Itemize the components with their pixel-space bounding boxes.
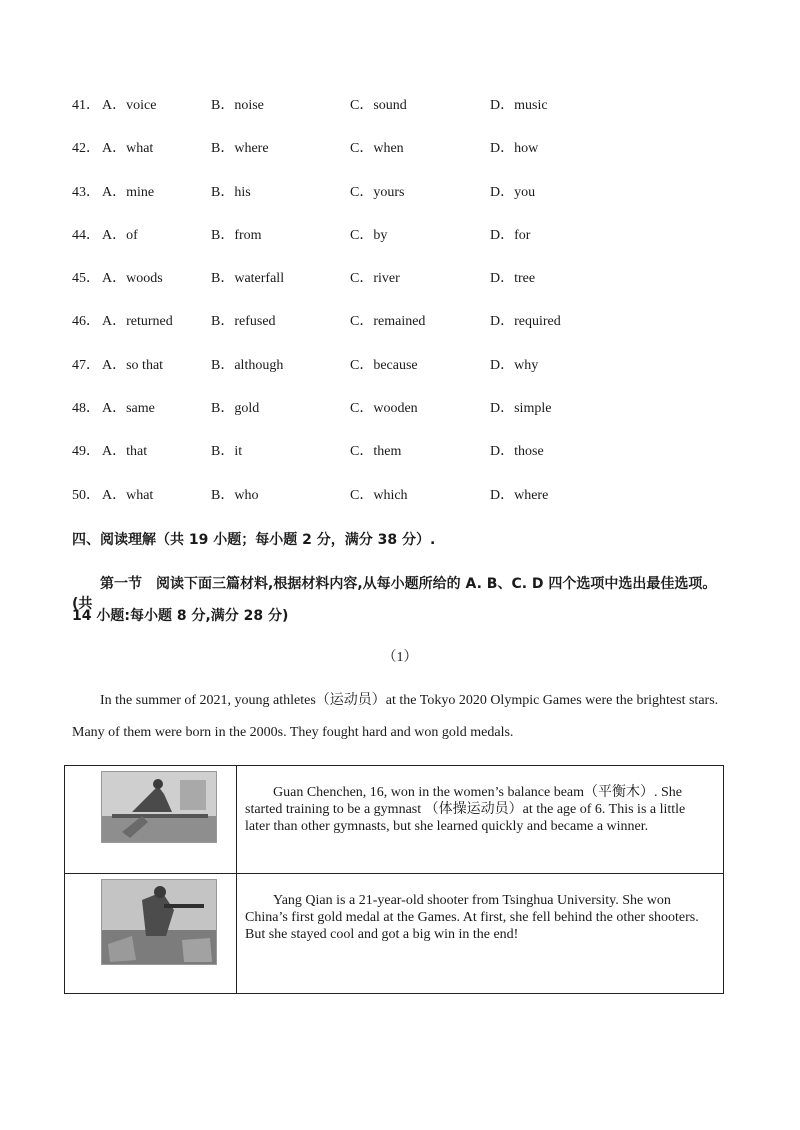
option-d: D．why <box>490 358 539 373</box>
question-number: 41． <box>72 98 100 113</box>
option-d: D．tree <box>490 271 536 286</box>
question-row <box>72 399 672 419</box>
option-d: D．those <box>490 444 544 459</box>
question-number: 47． <box>72 358 100 373</box>
question-number: 49． <box>72 444 100 459</box>
option-d: D．where <box>490 488 549 503</box>
option-c: C．sound <box>350 98 407 113</box>
option-b: B．noise <box>211 98 264 113</box>
option-c: C．when <box>350 141 404 156</box>
option-b: B．it <box>211 444 243 459</box>
option-d: D．you <box>490 185 536 200</box>
passage-intro: In the summer of 2021, young athletes（运动员）at the Tokyo 2020 Olympic Games were the brightest stars. <box>100 693 719 708</box>
question-row <box>72 269 672 289</box>
athlete-description: Yang Qian is a 21-year-old shooter from Tsinghua University. She won China’s first gold medal at the Games. At first, she fell behind the other shooters. But she stayed cool and got a big win in the end! <box>245 893 699 942</box>
section-instruction: 第一节 阅读下面三篇材料,根据材料内容,从每小题所给的 A. B、C. D 四个选项中选出最佳选项。(共 <box>72 576 717 612</box>
section-title: 四、阅读理解（共 19 小题；每小题 2 分，满分 38 分）. <box>72 532 436 548</box>
option-b: B．gold <box>211 401 260 416</box>
passage-intro-continued: Many of them were born in the 2000s. They fought hard and won gold medals. <box>72 725 514 740</box>
athlete-photo <box>101 879 217 965</box>
option-a: A．mine <box>102 185 155 200</box>
option-a: A．same <box>102 401 155 416</box>
section-instruction-continued: 14 小题:每小题 8 分,满分 28 分) <box>72 608 289 624</box>
question-row <box>72 312 672 332</box>
option-a: A．of <box>102 228 138 243</box>
question-row <box>72 486 672 506</box>
athlete-photo <box>101 771 217 843</box>
option-a: A．so that <box>102 358 164 373</box>
option-c: C．which <box>350 488 408 503</box>
option-a: A．what <box>102 141 154 156</box>
question-row <box>72 226 672 246</box>
athlete-description-cell <box>237 766 724 874</box>
option-c: C．remained <box>350 314 426 329</box>
option-b: B．waterfall <box>211 271 285 286</box>
passage-number: （1） <box>382 650 418 665</box>
question-row <box>72 442 672 462</box>
question-row <box>72 139 672 159</box>
table-row <box>65 766 724 874</box>
option-c: C．yours <box>350 185 405 200</box>
option-a: A．that <box>102 444 148 459</box>
option-a: A．woods <box>102 271 163 286</box>
option-c: C．by <box>350 228 388 243</box>
option-c: C．river <box>350 271 400 286</box>
option-d: D．required <box>490 314 561 329</box>
question-row <box>72 183 672 203</box>
option-d: D．how <box>490 141 539 156</box>
shooter-photo-icon <box>102 880 216 964</box>
question-number: 45． <box>72 271 100 286</box>
option-c: C．them <box>350 444 402 459</box>
option-d: D．simple <box>490 401 552 416</box>
photo-cell <box>65 766 237 874</box>
option-b: B．where <box>211 141 269 156</box>
option-d: D．for <box>490 228 531 243</box>
option-d: D．music <box>490 98 548 113</box>
question-number: 50． <box>72 488 100 503</box>
option-c: C．wooden <box>350 401 418 416</box>
question-number: 43． <box>72 185 100 200</box>
question-number: 44． <box>72 228 100 243</box>
question-number: 46． <box>72 314 100 329</box>
option-b: B．who <box>211 488 259 503</box>
athlete-description-cell <box>237 874 724 994</box>
option-a: A．voice <box>102 98 157 113</box>
option-b: B．from <box>211 228 262 243</box>
option-a: A．returned <box>102 314 173 329</box>
option-b: B．refused <box>211 314 276 329</box>
gymnast-photo-icon <box>102 772 216 842</box>
athlete-description: Guan Chenchen, 16, won in the women’s balance beam（平衡木）. She started training to be a gymnast （体操运动员）at the age of 6. This is a little later than other gymnasts, but she learned quickly and became a winner. <box>245 785 686 834</box>
question-number: 48． <box>72 401 100 416</box>
option-b: B．his <box>211 185 251 200</box>
question-row <box>72 96 672 116</box>
table-row <box>65 874 724 994</box>
photo-cell <box>65 874 237 994</box>
option-a: A．what <box>102 488 154 503</box>
question-row <box>72 356 672 376</box>
question-number: 42． <box>72 141 100 156</box>
athlete-table <box>64 765 724 994</box>
option-b: B．although <box>211 358 284 373</box>
option-c: C．because <box>350 358 418 373</box>
